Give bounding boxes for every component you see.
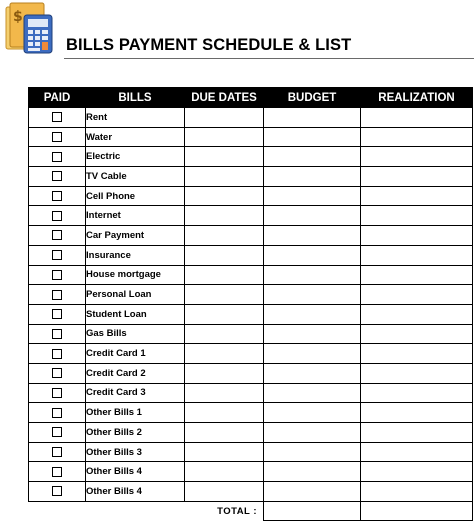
table-row [29, 324, 473, 344]
paid-cell [29, 383, 86, 403]
realization-cell[interactable] [361, 363, 473, 383]
bills-table [28, 87, 473, 521]
bill-name-cell: Other Bills 4 [86, 482, 185, 502]
checkbox-icon[interactable] [52, 230, 62, 240]
budget-cell[interactable] [264, 442, 361, 462]
table-row [29, 226, 473, 246]
realization-cell[interactable] [361, 108, 473, 128]
budget-cell[interactable] [264, 147, 361, 167]
due-date-cell[interactable] [185, 245, 264, 265]
realization-cell[interactable] [361, 304, 473, 324]
table-row [29, 442, 473, 462]
paid-cell [29, 363, 86, 383]
bill-name-cell: Gas Bills [86, 324, 185, 344]
budget-cell[interactable] [264, 383, 361, 403]
budget-cell[interactable] [264, 265, 361, 285]
checkbox-icon[interactable] [52, 171, 62, 181]
realization-cell[interactable] [361, 167, 473, 187]
due-date-cell[interactable] [185, 226, 264, 246]
budget-cell[interactable] [264, 226, 361, 246]
realization-cell[interactable] [361, 344, 473, 364]
table-row [29, 265, 473, 285]
bill-name-cell: Other Bills 4 [86, 462, 185, 482]
paid-cell [29, 226, 86, 246]
bill-name-cell: TV Cable [86, 167, 185, 187]
checkbox-icon[interactable] [52, 329, 62, 339]
realization-cell[interactable] [361, 482, 473, 502]
due-date-cell[interactable] [185, 108, 264, 128]
paid-cell [29, 482, 86, 502]
paid-cell [29, 127, 86, 147]
bill-name-cell: Credit Card 3 [86, 383, 185, 403]
budget-cell[interactable] [264, 462, 361, 482]
checkbox-icon[interactable] [52, 427, 62, 437]
bill-name-cell: Rent [86, 108, 185, 128]
due-date-cell[interactable] [185, 383, 264, 403]
paid-cell [29, 108, 86, 128]
checkbox-icon[interactable] [52, 486, 62, 496]
paid-cell [29, 167, 86, 187]
bill-name-cell: Credit Card 1 [86, 344, 185, 364]
bill-name-cell: Car Payment [86, 226, 185, 246]
due-date-cell[interactable] [185, 462, 264, 482]
header-realization: REALIZATION [361, 88, 473, 108]
paid-cell [29, 265, 86, 285]
due-date-cell[interactable] [185, 324, 264, 344]
header-budget: BUDGET [264, 88, 361, 108]
budget-cell[interactable] [264, 482, 361, 502]
realization-cell[interactable] [361, 285, 473, 305]
calculator-money-folder-icon [2, 1, 58, 57]
due-date-cell[interactable] [185, 423, 264, 443]
total-row [29, 501, 473, 521]
realization-cell[interactable] [361, 462, 473, 482]
table-row [29, 127, 473, 147]
paid-cell [29, 403, 86, 423]
realization-cell[interactable] [361, 403, 473, 423]
checkbox-icon[interactable] [52, 112, 62, 122]
realization-cell[interactable] [361, 226, 473, 246]
paid-cell [29, 285, 86, 305]
bill-name-cell: Other Bills 2 [86, 423, 185, 443]
due-date-cell[interactable] [185, 363, 264, 383]
budget-cell[interactable] [264, 167, 361, 187]
header-bills: BILLS [86, 88, 185, 108]
paid-cell [29, 206, 86, 226]
total-realization-cell[interactable] [361, 501, 473, 521]
budget-cell[interactable] [264, 363, 361, 383]
checkbox-icon[interactable] [52, 368, 62, 378]
realization-cell[interactable] [361, 383, 473, 403]
checkbox-icon[interactable] [52, 408, 62, 418]
due-date-cell[interactable] [185, 206, 264, 226]
due-date-cell[interactable] [185, 147, 264, 167]
due-date-cell[interactable] [185, 127, 264, 147]
checkbox-icon[interactable] [52, 152, 62, 162]
realization-cell[interactable] [361, 423, 473, 443]
paid-cell [29, 442, 86, 462]
table-row [29, 108, 473, 128]
paid-cell [29, 423, 86, 443]
budget-cell[interactable] [264, 344, 361, 364]
checkbox-icon[interactable] [52, 447, 62, 457]
table-row [29, 304, 473, 324]
title-underline [64, 58, 474, 59]
page-title: BILLS PAYMENT SCHEDULE & LIST [66, 36, 352, 54]
due-date-cell[interactable] [185, 304, 264, 324]
table-row [29, 186, 473, 206]
bill-name-cell: Other Bills 3 [86, 442, 185, 462]
realization-cell[interactable] [361, 245, 473, 265]
bill-name-cell: Insurance [86, 245, 185, 265]
paid-cell [29, 344, 86, 364]
realization-cell[interactable] [361, 147, 473, 167]
bill-name-cell: Other Bills 1 [86, 403, 185, 423]
paid-cell [29, 462, 86, 482]
checkbox-icon[interactable] [52, 309, 62, 319]
due-date-cell[interactable] [185, 482, 264, 502]
budget-cell[interactable] [264, 186, 361, 206]
table-row [29, 383, 473, 403]
header-paid: PAID [29, 88, 86, 108]
realization-cell[interactable] [361, 206, 473, 226]
table-row [29, 147, 473, 167]
table-row [29, 363, 473, 383]
budget-cell[interactable] [264, 304, 361, 324]
bill-name-cell: Cell Phone [86, 186, 185, 206]
paid-cell [29, 245, 86, 265]
bill-name-cell: Personal Loan [86, 285, 185, 305]
checkbox-icon[interactable] [52, 250, 62, 260]
checkbox-icon[interactable] [52, 191, 62, 201]
budget-cell[interactable] [264, 285, 361, 305]
bill-name-cell: House mortgage [86, 265, 185, 285]
checkbox-icon[interactable] [52, 467, 62, 477]
table-row [29, 462, 473, 482]
table-row [29, 285, 473, 305]
budget-cell[interactable] [264, 403, 361, 423]
table-header-row [29, 88, 473, 108]
svg-text:$: $ [13, 9, 23, 25]
realization-cell[interactable] [361, 324, 473, 344]
checkbox-icon[interactable] [52, 270, 62, 280]
table-row [29, 403, 473, 423]
table-row [29, 482, 473, 502]
due-date-cell[interactable] [185, 403, 264, 423]
table-row [29, 167, 473, 187]
budget-cell[interactable] [264, 108, 361, 128]
table-row [29, 423, 473, 443]
due-date-cell[interactable] [185, 442, 264, 462]
table-row [29, 206, 473, 226]
header-due-dates: DUE DATES [185, 88, 264, 108]
due-date-cell[interactable] [185, 167, 264, 187]
budget-cell[interactable] [264, 245, 361, 265]
realization-cell[interactable] [361, 265, 473, 285]
total-budget-cell[interactable] [264, 501, 361, 521]
realization-cell[interactable] [361, 442, 473, 462]
bill-name-cell: Student Loan [86, 304, 185, 324]
due-date-cell[interactable] [185, 344, 264, 364]
bill-name-cell: Water [86, 127, 185, 147]
budget-cell[interactable] [264, 127, 361, 147]
due-date-cell[interactable] [185, 265, 264, 285]
paid-cell [29, 186, 86, 206]
checkbox-icon[interactable] [52, 388, 62, 398]
checkbox-icon[interactable] [52, 290, 62, 300]
paid-cell [29, 324, 86, 344]
budget-cell[interactable] [264, 423, 361, 443]
checkbox-icon[interactable] [52, 349, 62, 359]
table-row [29, 245, 473, 265]
due-date-cell[interactable] [185, 186, 264, 206]
paid-cell [29, 147, 86, 167]
realization-cell[interactable] [361, 186, 473, 206]
checkbox-icon[interactable] [52, 132, 62, 142]
bill-name-cell: Electric [86, 147, 185, 167]
realization-cell[interactable] [361, 127, 473, 147]
due-date-cell[interactable] [185, 285, 264, 305]
budget-cell[interactable] [264, 324, 361, 344]
checkbox-icon[interactable] [52, 211, 62, 221]
paid-cell [29, 304, 86, 324]
table-row [29, 344, 473, 364]
bill-name-cell: Internet [86, 206, 185, 226]
total-label: TOTAL : [217, 505, 257, 517]
bill-name-cell: Credit Card 2 [86, 363, 185, 383]
budget-cell[interactable] [264, 206, 361, 226]
